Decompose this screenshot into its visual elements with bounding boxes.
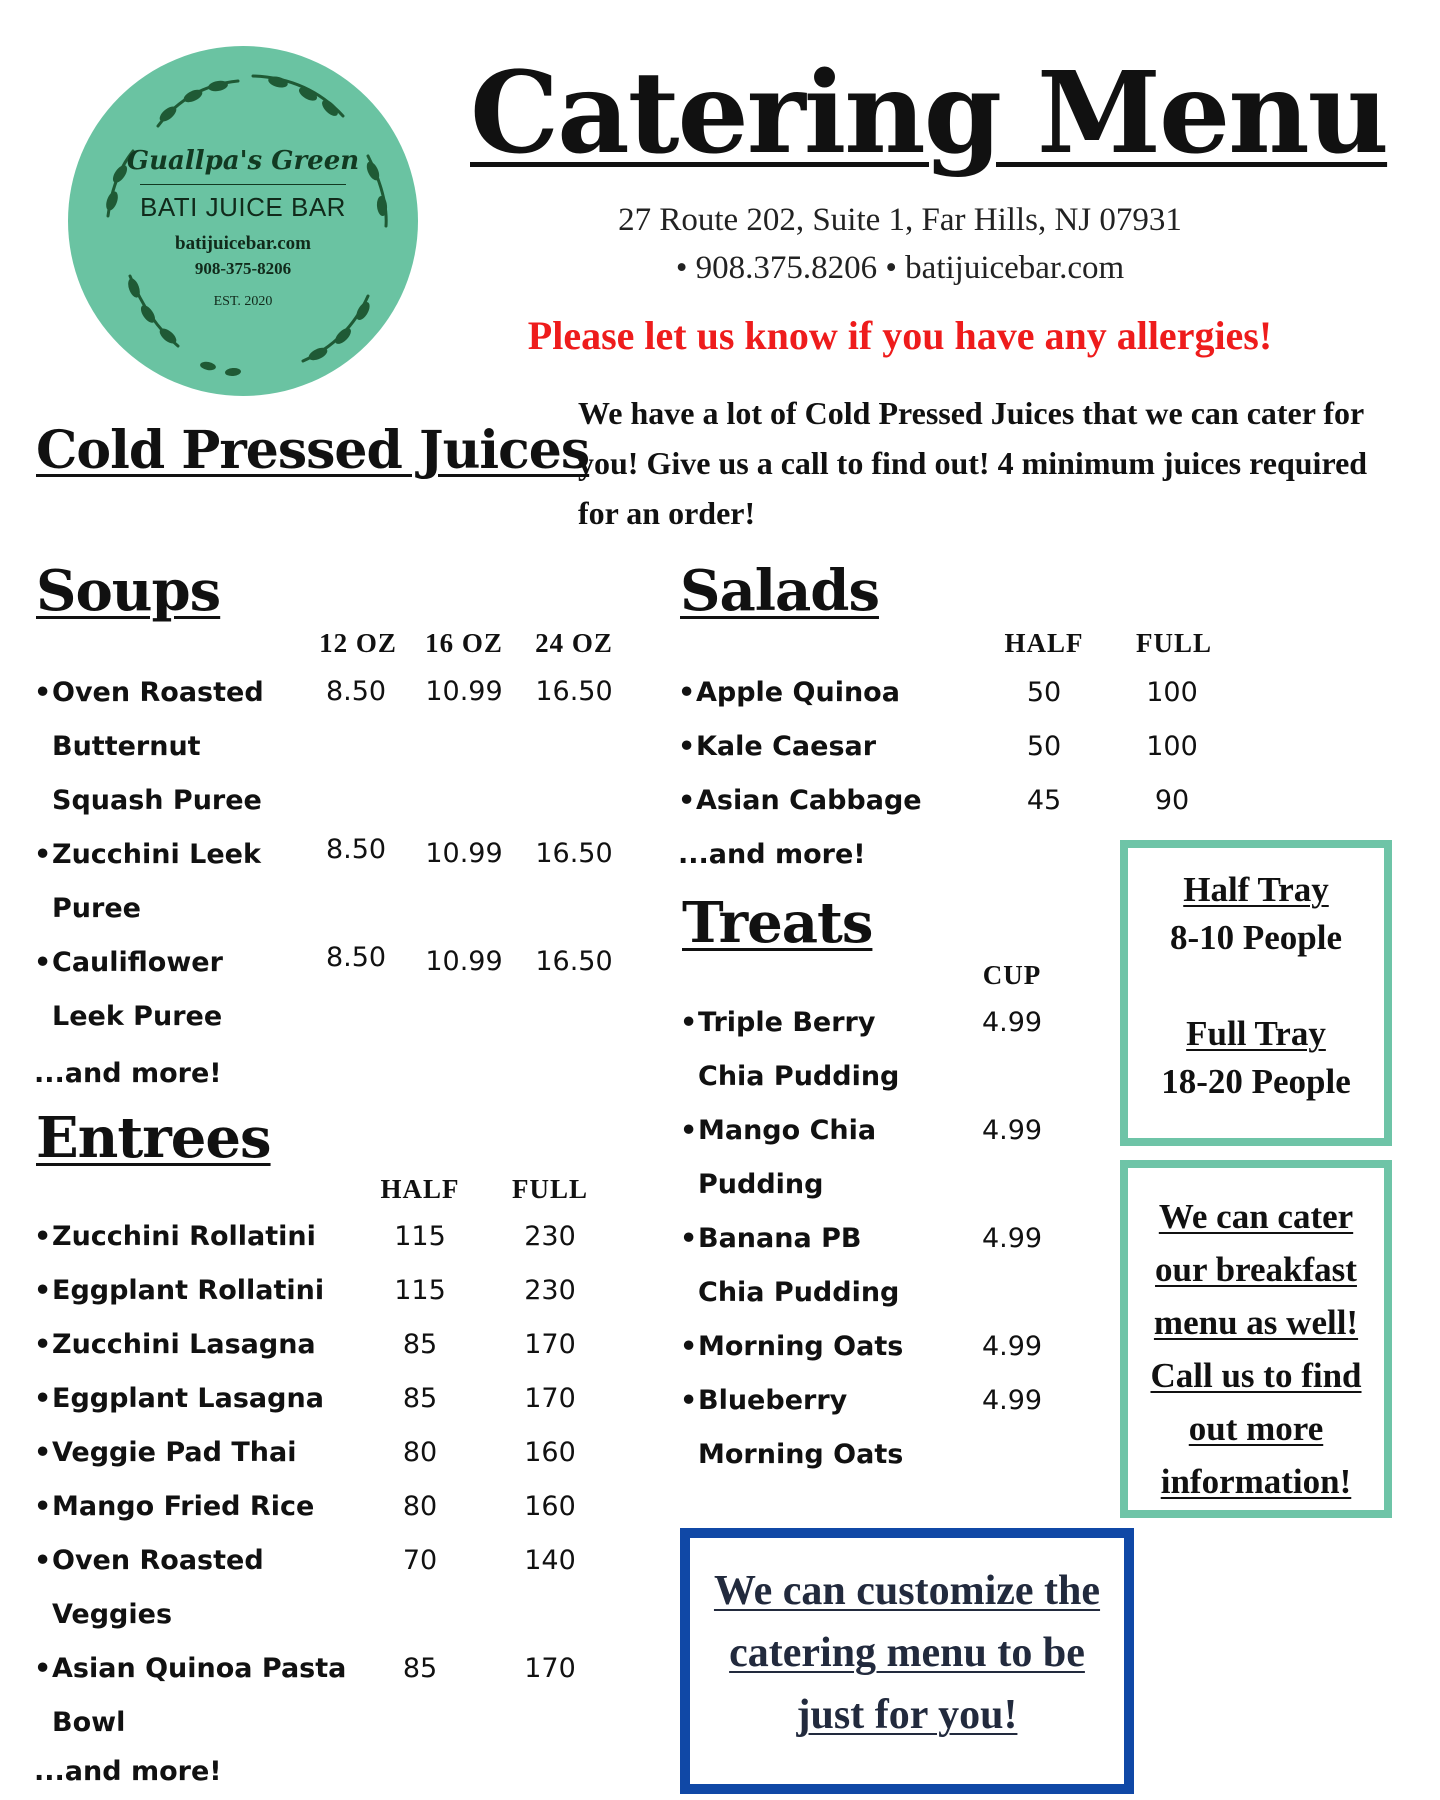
full-tray-people: 18-20 People [1161, 1062, 1351, 1101]
price: 170 [524, 1329, 576, 1360]
price: 85 [402, 1329, 438, 1360]
price: 160 [524, 1437, 576, 1468]
tray-size-box [1120, 840, 1392, 1146]
soups-list [34, 666, 264, 1044]
entrees-col-half: HALF [380, 1174, 460, 1204]
half-tray-title: Half Tray [1183, 870, 1329, 909]
list-item-cont: Morning Oats [698, 1439, 904, 1470]
entrees-list [34, 1210, 346, 1750]
price: 16.50 [535, 676, 613, 707]
list-item: •Apple Quinoa [678, 677, 900, 708]
price: 170 [524, 1383, 576, 1414]
breakfast-line: information! [1160, 1462, 1352, 1501]
list-item: •Morning Oats [680, 1331, 904, 1362]
list-item: •Zucchini Lasagna [34, 1329, 316, 1360]
customize-line: just for you! [796, 1692, 1018, 1738]
list-item: •Oven Roasted [34, 677, 264, 708]
price: 10.99 [425, 946, 503, 977]
half-tray-people: 8-10 People [1169, 918, 1343, 957]
list-item-cont: Chia Pudding [698, 1061, 900, 1092]
price: 4.99 [981, 1223, 1043, 1254]
logo-established: EST. 2020 [213, 294, 273, 309]
logo-script-name: Guallpa's Green [126, 146, 360, 176]
price: 10.99 [425, 838, 503, 869]
salads-half-prices [1004, 666, 1084, 828]
treats-list [680, 996, 903, 1482]
salads-list [678, 666, 922, 882]
soups-col-16oz: 16 OZ [425, 628, 503, 658]
breakfast-box [1120, 1160, 1392, 1518]
price: 4.99 [981, 1007, 1043, 1038]
price: 50 [1026, 731, 1062, 762]
logo-badge [68, 46, 418, 396]
salads-col-full: FULL [1135, 628, 1212, 658]
list-item-cont: Chia Pudding [698, 1277, 900, 1308]
list-item: •Asian Cabbage [678, 785, 922, 816]
entrees-full-prices [510, 1210, 590, 1696]
list-item-cont: Squash Puree [52, 785, 262, 816]
breakfast-line: menu as well! [1153, 1303, 1359, 1342]
price: 170 [524, 1653, 576, 1684]
logo-divider [140, 184, 346, 185]
price: 50 [1026, 677, 1062, 708]
list-item: •Eggplant Rollatini [34, 1275, 325, 1306]
breakfast-line: Call us to find [1150, 1356, 1362, 1395]
price: 10.99 [425, 676, 503, 707]
list-item: •Kale Caesar [678, 731, 877, 762]
salads-col-half: HALF [1004, 628, 1084, 658]
list-item-cont: Puree [52, 893, 141, 924]
entrees-half-prices [380, 1210, 460, 1696]
price: 230 [524, 1275, 576, 1306]
address: 27 Route 202, Suite 1, Far Hills, NJ 07931 [618, 202, 1182, 238]
list-item: •Mango Chia [680, 1115, 877, 1146]
price: 85 [402, 1383, 438, 1414]
price: 4.99 [981, 1331, 1043, 1362]
price: 4.99 [981, 1115, 1043, 1146]
price: 8.50 [325, 942, 387, 973]
soups-heading: Soups [36, 558, 221, 624]
list-item: •Asian Quinoa Pasta [34, 1653, 347, 1684]
logo-name: BATI JUICE BAR [140, 192, 346, 222]
list-item: •Oven Roasted [34, 1545, 264, 1576]
soups-col-24oz: 24 OZ [535, 628, 613, 658]
price: 230 [524, 1221, 576, 1252]
price: 100 [1146, 731, 1198, 762]
price: 85 [402, 1653, 438, 1684]
soups-more: ...and more! [34, 1058, 222, 1089]
breakfast-line: We can cater [1158, 1197, 1354, 1236]
price: 100 [1146, 677, 1198, 708]
price: 45 [1026, 785, 1062, 816]
customize-box [680, 1528, 1134, 1794]
salads-heading: Salads [680, 558, 879, 624]
list-item: •Blueberry [680, 1385, 848, 1416]
list-item: •Banana PB [680, 1223, 862, 1254]
list-item: •Mango Fried Rice [34, 1491, 315, 1522]
treats-cup-prices [972, 996, 1052, 1428]
list-item-cont: Pudding [698, 1169, 824, 1200]
entrees-more: ...and more! [34, 1756, 222, 1787]
customize-line: We can customize the [713, 1568, 1101, 1614]
soups-col-12oz: 12 OZ [319, 628, 397, 658]
price: 16.50 [535, 946, 613, 977]
list-item-cont: Leek Puree [52, 1001, 223, 1032]
price: 16.50 [535, 838, 613, 869]
price: 8.50 [325, 676, 387, 707]
juices-note: We have a lot of Cold Pressed Juices that we can cater for you! Give us a call to find out! 4 minimum juices required for an order! [578, 395, 1368, 531]
contact-line: • 908.375.8206 • batijuicebar.com [675, 250, 1125, 286]
list-item-cont: Butternut [52, 731, 201, 762]
salads-full-prices [1132, 666, 1212, 828]
price: 80 [402, 1437, 438, 1468]
breakfast-line: our breakfast [1155, 1250, 1357, 1289]
logo-website: batijuicebar.com [175, 233, 311, 254]
customize-line: catering menu to be [729, 1630, 1085, 1676]
price: 8.50 [325, 834, 387, 865]
price: 115 [394, 1221, 446, 1252]
entrees-col-full: FULL [511, 1174, 588, 1204]
treats-heading: Treats [682, 890, 873, 956]
price: 140 [524, 1545, 576, 1576]
list-item: •Zucchini Leek [34, 839, 261, 870]
full-tray-title: Full Tray [1186, 1014, 1326, 1053]
entrees-heading: Entrees [36, 1105, 271, 1171]
logo-phone: 908-375-8206 [194, 259, 292, 278]
list-item: •Eggplant Lasagna [34, 1383, 324, 1414]
list-item: •Cauliflower [34, 947, 223, 978]
page-title: Catering Menu [470, 48, 1388, 179]
price: 4.99 [981, 1385, 1043, 1416]
price: 115 [394, 1275, 446, 1306]
allergy-notice: Please let us know if you have any allergies! [527, 313, 1273, 358]
list-item: •Zucchini Rollatini [34, 1221, 316, 1252]
juices-heading: Cold Pressed Juices [36, 420, 590, 481]
price: 80 [402, 1491, 438, 1522]
list-item-cont: Veggies [52, 1599, 173, 1630]
treats-col-cup: CUP [982, 960, 1042, 990]
list-item: •Triple Berry [680, 1007, 876, 1038]
price: 160 [524, 1491, 576, 1522]
price: 90 [1154, 785, 1190, 816]
list-item: •Veggie Pad Thai [34, 1437, 297, 1468]
breakfast-line: out more [1188, 1409, 1324, 1448]
price: 70 [402, 1545, 438, 1576]
salads-more: ...and more! [678, 839, 866, 870]
list-item-cont: Bowl [52, 1707, 126, 1738]
